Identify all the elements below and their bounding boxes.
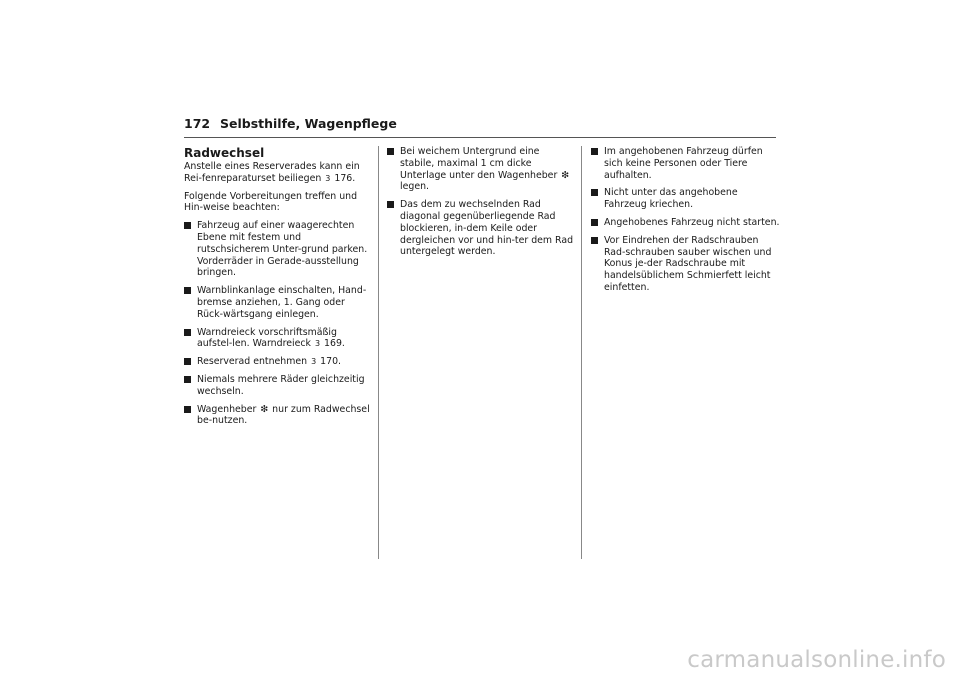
jack-symbol-icon: ❇ [561,169,570,181]
bullet-square-icon [184,287,191,294]
list-item [591,187,781,211]
header-rule [184,137,776,138]
bullet-square-icon [387,148,394,155]
page-number: 172 [184,116,211,131]
list-item-text: Fahrzeug auf einer waagerechten Ebene mit festem und rutschsicherem Unter-grund parken. Vorderräder in Gerade-ausstellung bringen. [197,220,368,279]
column-divider-1 [378,146,379,559]
bullet-square-icon [184,222,191,229]
bullet-square-icon [591,148,598,155]
column-3 [591,146,781,300]
list-item [591,217,781,229]
list-item [184,285,370,320]
list-item [184,374,370,398]
page-reference-icon: 3 [314,339,321,349]
column-2 [387,146,575,264]
list-item-text: Angehobenes Fahrzeug nicht starten. [604,216,780,228]
intro-paragraph-2: Folgende Vorbereitungen treffen und Hin-weise beachten: [184,190,358,214]
list-item-text: Warnblinkanlage einschalten, Hand-bremse anziehen, 1. Gang oder Rück-wärtsgang einlegen. [197,285,367,320]
list-item [184,356,370,368]
bullet-square-icon [387,201,394,208]
watermark: carmanualsonline.info [687,647,946,673]
intro-text: Anstelle eines Reserverades kann ein Rei-fenreparaturset beiliegen [184,161,360,184]
list-item-text: nur zum Radwechsel be-nutzen. [197,403,370,427]
bullet-square-icon [184,329,191,336]
list-item [184,327,370,351]
list-item [591,146,781,181]
list-item-text: Niemals mehrere Räder gleichzeitig wechseln. [197,373,365,397]
page-reference: 176. [334,172,356,184]
list-item-text: Das dem zu wechselnden Rad diagonal gegenüberliegende Rad blockieren, in-dem Keile oder dergleichen vor und hin-ter dem Rad untergelegt werden. [400,199,574,258]
intro-paragraph-1 [184,161,370,185]
list-item-text: Bei weichem Untergrund eine stabile, maximal 1 cm dicke Unterlage unter den Wagenheber [400,146,561,181]
page-reference: 170. [320,356,342,368]
list-item [184,220,370,279]
bullet-square-icon [591,219,598,226]
column-divider-2 [581,146,582,559]
jack-symbol-icon: ❇ [260,403,269,415]
bullet-square-icon [591,189,598,196]
list-item-text: legen. [400,181,430,193]
header-title: Selbsthilfe, Wagenpflege [220,116,397,131]
list-item-text: Vor Eindrehen der Radschrauben Rad-schrauben sauber wischen und Konus je-der Radschraube mit handelsüblichem Schmierfett leicht einfetten. [604,234,772,293]
list-item-text: Warndreieck vorschriftsmäßig aufstel-len. Warndreieck [197,326,337,350]
list-item [387,146,575,193]
bullet-square-icon [184,376,191,383]
bullet-square-icon [591,237,598,244]
list-item-text: Nicht unter das angehobene Fahrzeug kriechen. [604,187,738,211]
bullet-square-icon [184,358,191,365]
page-header [184,116,397,131]
list-item-text: Wagenheber [197,403,260,415]
list-item-text: Reserverad entnehmen [197,356,311,368]
page-reference-icon: 3 [311,357,317,367]
list-item [387,199,575,258]
page-reference: 169. [324,338,345,350]
page-reference-icon: 3 [325,173,331,183]
bullet-square-icon [184,406,191,413]
column-1 [184,146,370,433]
list-item [591,235,781,294]
list-item-text: Im angehobenen Fahrzeug dürfen sich keine Personen oder Tiere aufhalten. [604,146,763,181]
list-item [184,404,370,428]
section-title: Radwechsel [184,146,265,160]
